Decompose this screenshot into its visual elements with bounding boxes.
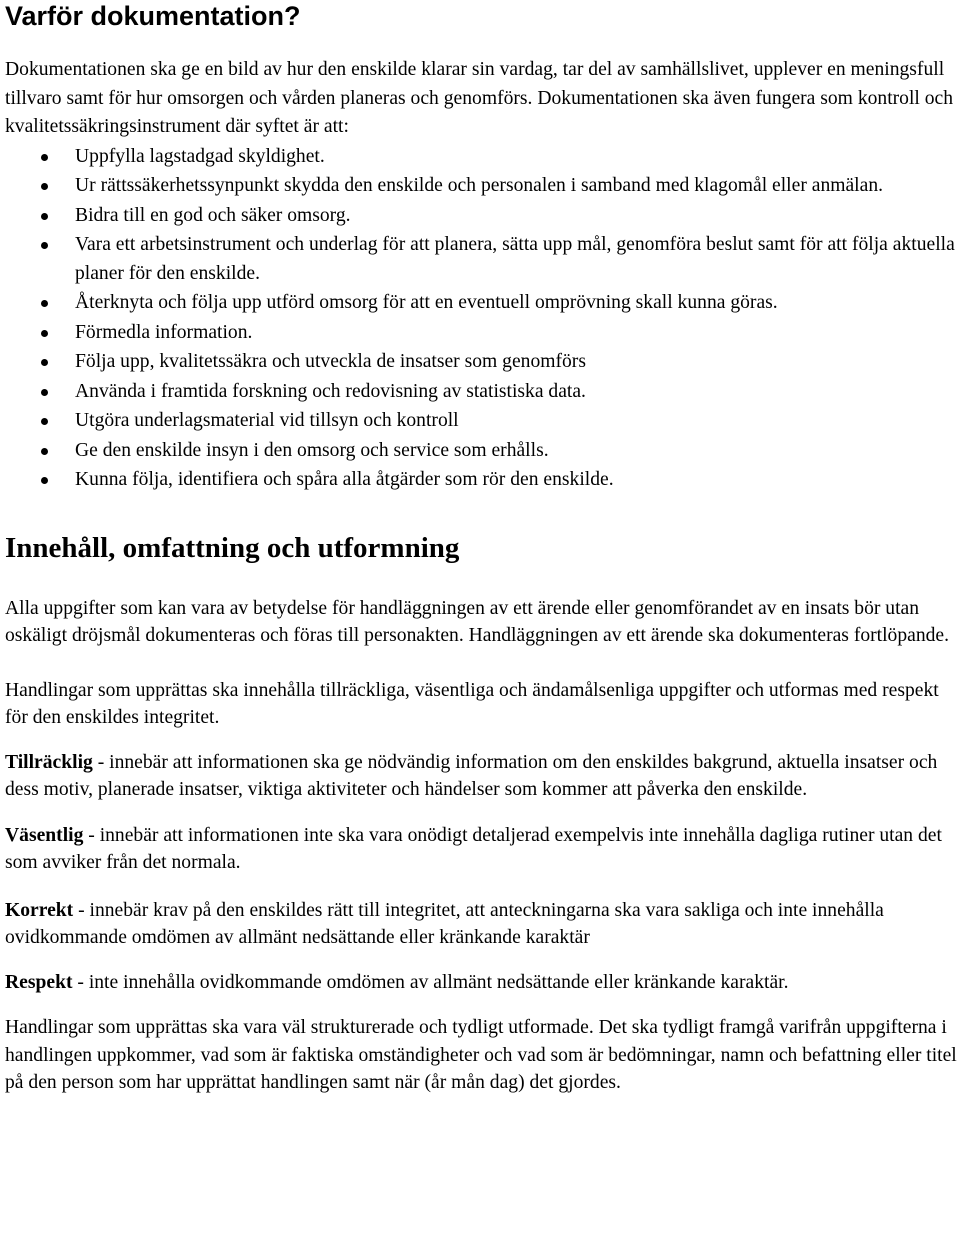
- list-item-text: Följa upp, kvalitetssäkra och utveckla de insatser som genomförs: [75, 351, 586, 372]
- section-heading-why-documentation: Varför dokumentation?: [5, 1, 301, 31]
- definition-correct: [5, 897, 957, 952]
- list-item-text: Förmedla information.: [75, 321, 253, 343]
- list-item: [5, 466, 957, 495]
- list-item: [5, 378, 957, 407]
- list-item: [5, 348, 957, 377]
- definition-text: - inte innehålla ovidkommande omdömen av allmänt nedsättande eller kränkande karaktär.: [72, 971, 789, 993]
- list-item-text: Utgöra underlagsmaterial vid tillsyn och kontroll: [75, 410, 459, 431]
- list-item: [5, 407, 957, 436]
- list-item-text: Bidra till en god och säker omsorg.: [75, 204, 351, 226]
- definition-text: - innebär att informationen ska ge nödvändig information om den enskildes bakgrund, aktuella insatser och dess motiv, planerade insatser, viktiga aktiviteter och händelser som kommer att påverka den enskilde.: [5, 751, 938, 800]
- bullet-icon: [41, 242, 48, 249]
- definition-respect: [5, 969, 957, 997]
- list-item: [5, 319, 957, 348]
- bullet-icon: [41, 330, 48, 337]
- list-item-text: Använda i framtida forskning och redovisning av statistiska data.: [75, 380, 586, 402]
- bullet-icon: [41, 448, 48, 455]
- definition-term: Korrekt: [5, 899, 74, 921]
- definition-term: Tillräcklig: [5, 751, 93, 773]
- definition-term: Respekt: [5, 971, 73, 993]
- bullet-icon: [41, 183, 48, 190]
- bullet-icon: [41, 213, 48, 220]
- bullet-icon: [41, 154, 48, 161]
- paragraph-documentation-timing: Alla uppgifter som kan vara av betydelse för handläggningen av ett ärende eller genomförandet av en insats bör utan oskäligt dröjsmål dokumenteras och föras till personakten. Handläggningen av ett ärende ska dokumenteras fortlöpande.: [5, 597, 950, 646]
- list-item: [5, 202, 957, 231]
- list-item-text: Kunna följa, identifiera och spåra alla åtgärder som rör den enskilde.: [75, 469, 614, 490]
- bullet-icon: [41, 389, 48, 396]
- list-item: [5, 143, 957, 172]
- bullet-icon: [41, 418, 48, 425]
- list-item-text: Återknyta och följa upp utförd omsorg för att en eventuell omprövning skall kunna göras.: [75, 292, 778, 313]
- list-item: [5, 172, 957, 201]
- bullet-icon: [41, 359, 48, 366]
- section-heading-content: Innehåll, omfattning och utformning: [5, 531, 460, 564]
- paragraph-document-requirements: Handlingar som upprättas ska innehålla tillräckliga, väsentliga och ändamålsenliga uppgifter och utformas med respekt för den enskildes integritet.: [5, 679, 939, 728]
- list-item-text: Vara ett arbetsinstrument och underlag för att planera, sätta upp mål, genomföra beslut samt för att följa aktuella planer för den enskilde.: [75, 234, 955, 284]
- definition-text: - innebär krav på den enskildes rätt till integritet, att anteckningarna ska vara sakliga och inte innehålla ovidkommande omdömen av allmänt nedsättande eller kränkande karaktär: [5, 899, 884, 948]
- list-item: [5, 231, 957, 288]
- paragraph-structure: Handlingar som upprättas ska vara väl strukturerade och tydligt utformade. Det ska tydligt framgå varifrån uppgifterna i handlingen uppkommer, vad som är faktiska omständigheter och vad som är bedömningar, namn och befattning eller titel på den person som har upprättat handlingen samt när (år mån dag) det gjordes.: [5, 1017, 957, 1093]
- list-item-text: Ur rättssäkerhetssynpunkt skydda den enskilde och personalen i samband med klagomål eller anmälan.: [75, 175, 884, 196]
- definition-essential: [5, 822, 957, 877]
- definition-sufficient: [5, 749, 957, 804]
- definition-text: - innebär att informationen inte ska vara onödigt detaljerad exempelvis inte innehålla dagliga rutiner utan det som avviker från det normala.: [5, 824, 942, 873]
- bullet-icon: [41, 300, 48, 307]
- list-item-text: Ge den enskilde insyn i den omsorg och service som erhålls.: [75, 439, 549, 461]
- bullet-icon: [41, 477, 48, 484]
- list-item: [5, 437, 957, 466]
- list-item: [5, 289, 957, 318]
- list-item-text: Uppfylla lagstadgad skyldighet.: [75, 145, 325, 167]
- definition-term: Väsentlig: [5, 824, 84, 846]
- document-page: [5, 0, 957, 1097]
- purpose-list: [5, 143, 957, 495]
- intro-paragraph: Dokumentationen ska ge en bild av hur den enskilde klarar sin vardag, tar del av samhällslivet, upplever en meningsfull tillvaro samt för hur omsorgen och vården planeras och genomförs. Dokumentationen ska även fungera som kontroll och kvalitetssäkringsinstrument där syftet är att:: [5, 59, 954, 137]
